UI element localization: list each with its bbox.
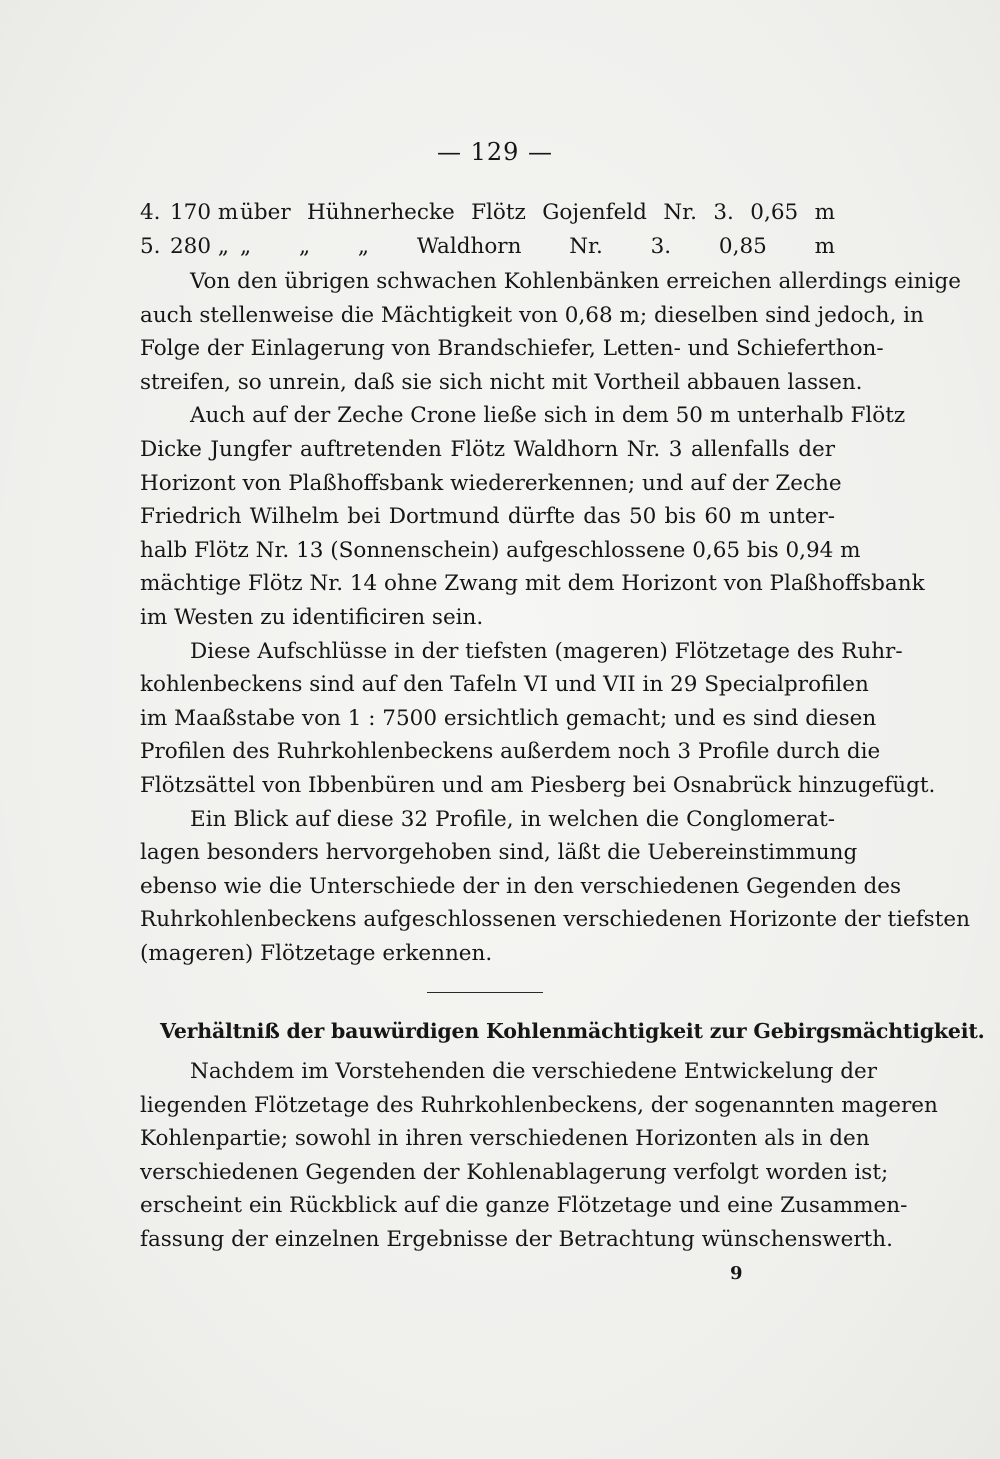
text-line: kohlenbeckens sind auf den Tafeln VI und VII in 29 Specialprofilen xyxy=(140,672,869,698)
text-line: Profilen des Ruhrkohlenbeckens außerdem noch 3 Profile durch die xyxy=(140,739,881,765)
text-line: Auch auf der Zeche Crone ließe sich in dem 50 m unterhalb Flötz xyxy=(190,403,906,429)
text-line: Ein Blick auf diese 32 Profile, in welchen die Conglomerat- xyxy=(190,806,835,832)
list-item-distance: 170 m xyxy=(170,200,239,225)
text-line: Horizont von Plaßhoffsbank wiedererkennen; und auf der Zeche xyxy=(140,470,842,496)
text-line: Flötzsättel von Ibbenbüren und am Piesberg bei Osnabrück hinzugefügt. xyxy=(140,772,936,798)
list-item-text: über Hühnerhecke Flötz Gojenfeld Nr. 3. 0,65 m xyxy=(240,200,835,225)
section-heading: Verhältniß der bauwürdigen Kohlenmächtigkeit zur Gebirgsmächtigkeit. xyxy=(160,1019,985,1043)
list-item xyxy=(140,230,835,264)
list-item-distance: 280 „ xyxy=(170,233,230,259)
text-line: Friedrich Wilhelm bei Dortmund dürfte das 50 bis 60 m unter- xyxy=(140,504,835,530)
text-line: liegenden Flötzetage des Ruhrkohlenbeckens, der sogenannten mageren xyxy=(140,1092,938,1118)
text-line: Nachdem im Vorstehenden die verschiedene Entwickelung der xyxy=(190,1059,878,1084)
section-divider xyxy=(427,992,543,993)
depth-list xyxy=(140,196,835,263)
text-line: im Westen zu identificiren sein. xyxy=(140,604,484,630)
text-line: fassung der einzelnen Ergebnisse der Betrachtung wünschenswerth. xyxy=(140,1226,893,1252)
text-line: im Maaßstabe von 1 : 7500 ersichtlich gemacht; und es sind diesen xyxy=(140,705,877,731)
list-item-number: 4. xyxy=(140,200,161,225)
body-text xyxy=(140,265,970,970)
text-line: Kohlenpartie; sowohl in ihren verschiedenen Horizonten als in den xyxy=(140,1126,870,1152)
list-item-text: „ „ „ Waldhorn Nr. 3. 0,85 m xyxy=(240,233,835,259)
text-line: Von den übrigen schwachen Kohlenbänken erreichen allerdings einige xyxy=(190,269,961,294)
page-number: — 129 — xyxy=(436,138,554,166)
section-body-text xyxy=(140,1055,938,1257)
list-item xyxy=(140,196,835,230)
text-line: verschiedenen Gegenden der Kohlenablagerung verfolgt worden ist; xyxy=(140,1159,889,1185)
text-line: mächtige Flötz Nr. 14 ohne Zwang mit dem Horizont von Plaßhoffsbank xyxy=(140,571,925,597)
list-item-number: 5. xyxy=(140,233,161,259)
text-line: ebenso wie die Unterschiede der in den verschiedenen Gegenden des xyxy=(140,873,902,899)
printer-signature-mark: 9 xyxy=(730,1263,743,1284)
text-line: Dicke Jungfer auftretenden Flötz Waldhorn Nr. 3 allenfalls der xyxy=(140,436,835,462)
text-line: (mageren) Flötzetage erkennen. xyxy=(140,940,493,966)
text-line: streifen, so unrein, daß sie sich nicht mit Vortheil abbauen lassen. xyxy=(140,369,863,395)
text-line: Folge der Einlagerung von Brandschiefer, Letten- und Schieferthon- xyxy=(140,336,884,362)
text-line: Ruhrkohlenbeckens aufgeschlossenen verschiedenen Horizonte der tiefsten xyxy=(140,907,970,933)
text-line: Diese Aufschlüsse in der tiefsten (mageren) Flötzetage des Ruhr- xyxy=(190,638,903,664)
text-line: halb Flötz Nr. 13 (Sonnenschein) aufgeschlossene 0,65 bis 0,94 m xyxy=(140,537,861,563)
text-line: lagen besonders hervorgehoben sind, läßt die Uebereinstimmung xyxy=(140,840,858,866)
text-line: erscheint ein Rückblick auf die ganze Flötzetage und eine Zusammen- xyxy=(140,1193,908,1219)
text-line: auch stellenweise die Mächtigkeit von 0,68 m; dieselben sind jedoch, in xyxy=(140,302,924,328)
